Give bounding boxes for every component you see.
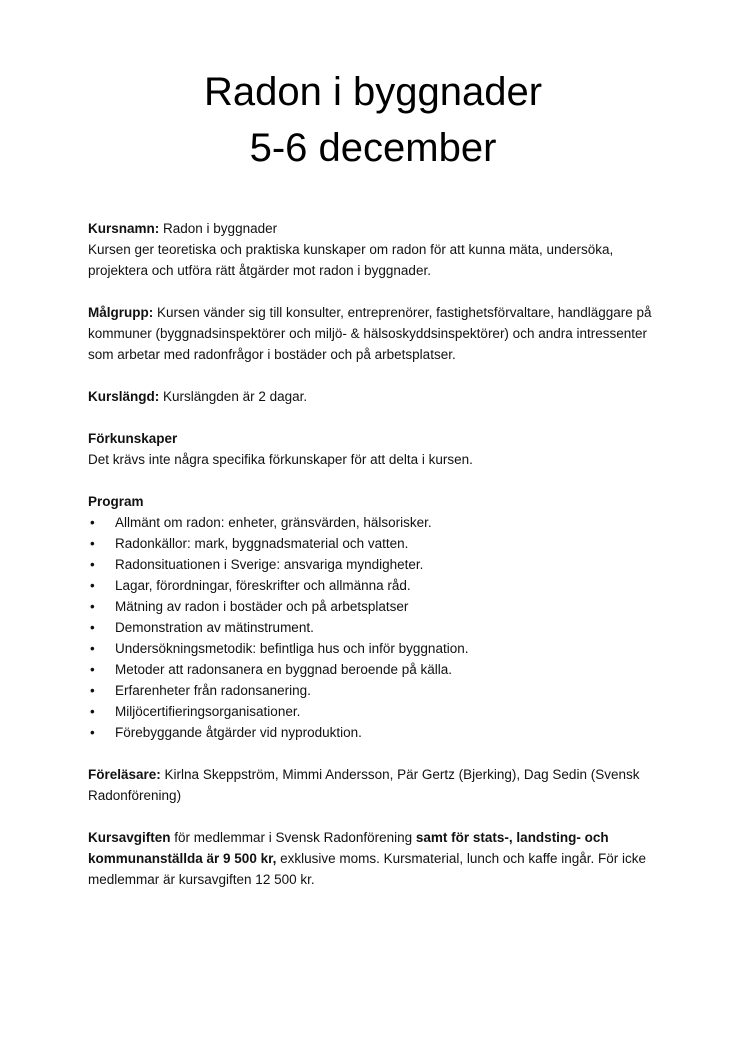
list-item: • Miljöcertifieringsorganisationer. [88, 701, 658, 722]
prerequisites-heading [88, 428, 658, 449]
course-fee-text-1: för medlemmar i Svensk Radonförening [170, 830, 416, 845]
list-item: • Radonkällor: mark, byggnadsmaterial och vatten. [88, 533, 658, 554]
prerequisites-heading-text: Förkunskaper [88, 431, 178, 446]
list-item: • Erfarenheter från radonsanering. [88, 680, 658, 701]
list-item: • Undersökningsmetodik: befintliga hus och inför byggnation. [88, 638, 658, 659]
course-name-line [88, 218, 658, 239]
target-group-paragraph [88, 302, 658, 365]
program-heading [88, 491, 658, 512]
course-length-text: Kurslängden är 2 dagar. [159, 389, 308, 404]
section-program [88, 491, 658, 743]
lecturers-text: Kirlna Skeppström, Mimmi Andersson, Pär Gertz (Bjerking), Dag Sedin (Svensk Radonförening) [88, 767, 640, 803]
course-fee-text-2: exklusive moms. Kursmaterial, lunch och kaffe ingår. För icke medlemmar är kursavgiften 12 500 kr. [88, 851, 646, 887]
course-fee-paragraph [88, 827, 658, 890]
section-lecturers [88, 764, 658, 806]
document-title [88, 0, 658, 176]
section-target-group [88, 302, 658, 365]
prerequisites-text: Det krävs inte några specifika förkunskaper för att delta i kursen. [88, 452, 473, 467]
list-item: • Förebyggande åtgärder vid nyproduktion. [88, 722, 658, 743]
program-heading-text: Program [88, 494, 144, 509]
course-fee-label: Kursavgiften [88, 830, 171, 845]
course-name-label: Kursnamn: [88, 221, 160, 236]
title-line-course: Radon i byggnader [203, 70, 543, 114]
list-item: • Metoder att radonsanera en byggnad beroende på källa. [88, 659, 658, 680]
list-item: • Lagar, förordningar, föreskrifter och allmänna råd. [88, 575, 658, 596]
course-description: Kursen ger teoretiska och praktiska kunskaper om radon för att kunna mäta, undersöka, projektera och utföra rätt åtgärder mot radon i byggnader. [88, 242, 614, 278]
list-item: • Demonstration av mätinstrument. [88, 617, 658, 638]
target-group-text: Kursen vänder sig till konsulter, entreprenörer, fastighetsförvaltare, handläggare på kommuner (byggnadsinspektörer och miljö- & hälsoskyddsinspektörer) och andra intressenter som arbetar med radonfrågor i bostäder och på arbetsplatser. [88, 305, 652, 362]
course-name-value: Radon i byggnader [159, 221, 278, 236]
course-length-label: Kurslängd: [88, 389, 160, 404]
list-item: • Radonsituationen i Sverige: ansvariga myndigheter. [88, 554, 658, 575]
course-length-paragraph [88, 386, 658, 407]
title-line-date: 5-6 december [249, 126, 497, 170]
target-group-label: Målgrupp: [88, 305, 154, 320]
course-fee-bold-2: samt för stats-, landsting- och kommunanställda är 9 500 kr, [88, 830, 609, 866]
section-course-length [88, 386, 658, 407]
section-prerequisites [88, 428, 658, 470]
list-item: • Allmänt om radon: enheter, gränsvärden, hälsorisker. [88, 512, 658, 533]
lecturers-label: Föreläsare: [88, 767, 161, 782]
program-list [88, 512, 658, 743]
lecturers-paragraph [88, 764, 658, 806]
list-item: • Mätning av radon i bostäder och på arbetsplatser [88, 596, 658, 617]
section-course-fee [88, 827, 658, 890]
section-course-name [88, 218, 658, 281]
